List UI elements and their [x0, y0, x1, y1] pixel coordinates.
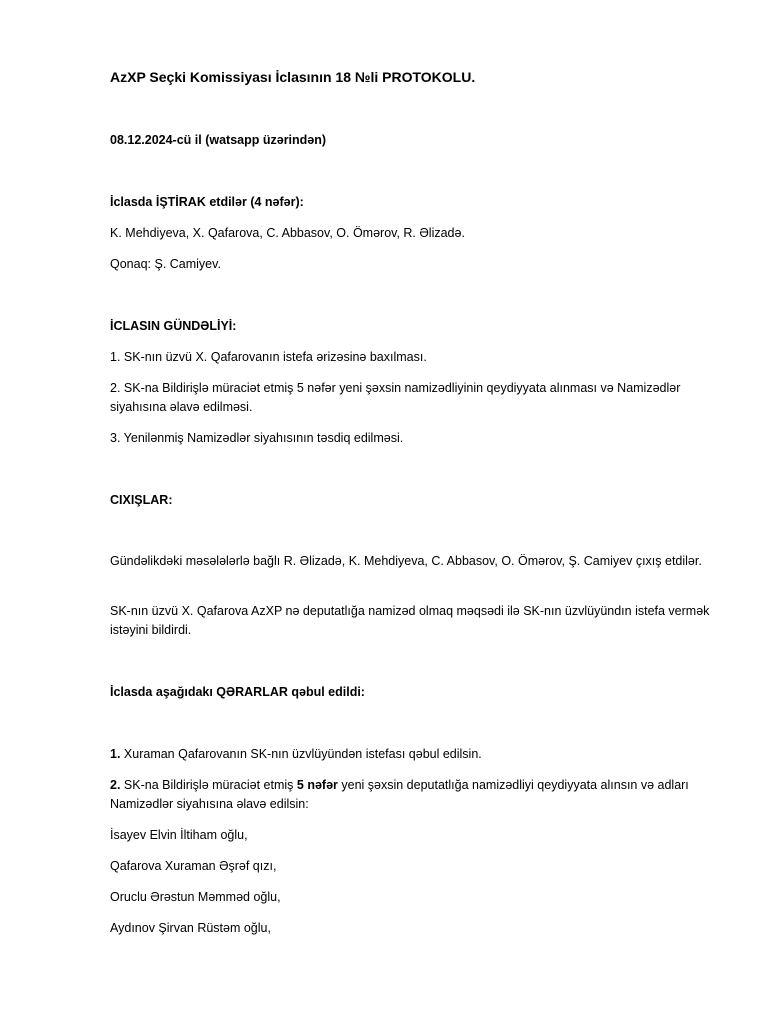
decision-text: SK-na Bildirişlə müraciət etmiş	[120, 778, 297, 792]
speeches-paragraph: SK-nın üzvü X. Qafarova AzXP nə deputatlığa namizəd olmaq məqsədi ilə SK-nın üzvlüyündın istefa vermək istəyini bildirdi.	[110, 604, 710, 637]
decision-number: 1.	[110, 747, 121, 761]
decision-text: yeni şəxsin deputatlığa namizədliyi qeydiyyata alınsın və adları Namizədlər siyahısına əlavə edilsin:	[110, 778, 689, 811]
speeches-heading: CIXIŞLAR:	[110, 493, 173, 507]
agenda-heading: İCLASIN GÜNDƏLİYİ:	[110, 319, 237, 333]
decision-text: Xuraman Qafarovanın SK-nın üzvlüyündən istefası qəbul edilsin.	[120, 747, 482, 761]
decision-item-2	[110, 776, 725, 814]
date-line: 08.12.2024-cü il (watsapp üzərindən)	[110, 133, 327, 147]
attendance-members: K. Mehdiyeva, X. Qafarova, C. Abbasov, O. Ömərov, R. Əlizadə.	[110, 226, 465, 240]
decisions-heading: İclasda aşağıdakı QƏRARLAR qəbul edildi:	[110, 685, 365, 699]
candidate-name: Qafarova Xuraman Əşrəf qızı,	[110, 859, 277, 873]
decision-item-1	[110, 745, 482, 764]
agenda-item: 2. SK-na Bildirişlə müraciət etmiş 5 nəfər yeni şəxsin namizədliyinin qeydiyyata alınması və Namizədlər siyahısına əlavə edilməsi.	[110, 381, 681, 414]
candidate-name: Aydınov Şirvan Rüstəm oğlu,	[110, 921, 271, 935]
candidate-name: İsayev Elvin İltiham oğlu,	[110, 828, 248, 842]
document-title: AzXP Seçki Komissiyası İclasının 18 №li PROTOKOLU.	[110, 69, 476, 85]
decision-number: 2.	[110, 778, 121, 792]
attendance-guest: Qonaq: Ş. Camiyev.	[110, 257, 221, 271]
candidate-name: Oruclu Ərəstun Məmməd oğlu,	[110, 890, 281, 904]
speeches-paragraph: Gündəlikdəki məsələlərlə bağlı R. Əlizadə, K. Mehdiyeva, C. Abbasov, O. Ömərov, Ş. Camiyev çıxış etdilər.	[110, 554, 702, 568]
decision-count: 5 nəfər	[296, 778, 338, 792]
agenda-item: 1. SK-nın üzvü X. Qafarovanın istefa ərizəsinə baxılması.	[110, 350, 427, 364]
agenda-item: 3. Yenilənmiş Namizədlər siyahısının təsdiq edilməsi.	[110, 431, 404, 445]
attendance-heading: İclasda İŞTİRAK etdilər (4 nəfər):	[110, 195, 304, 209]
